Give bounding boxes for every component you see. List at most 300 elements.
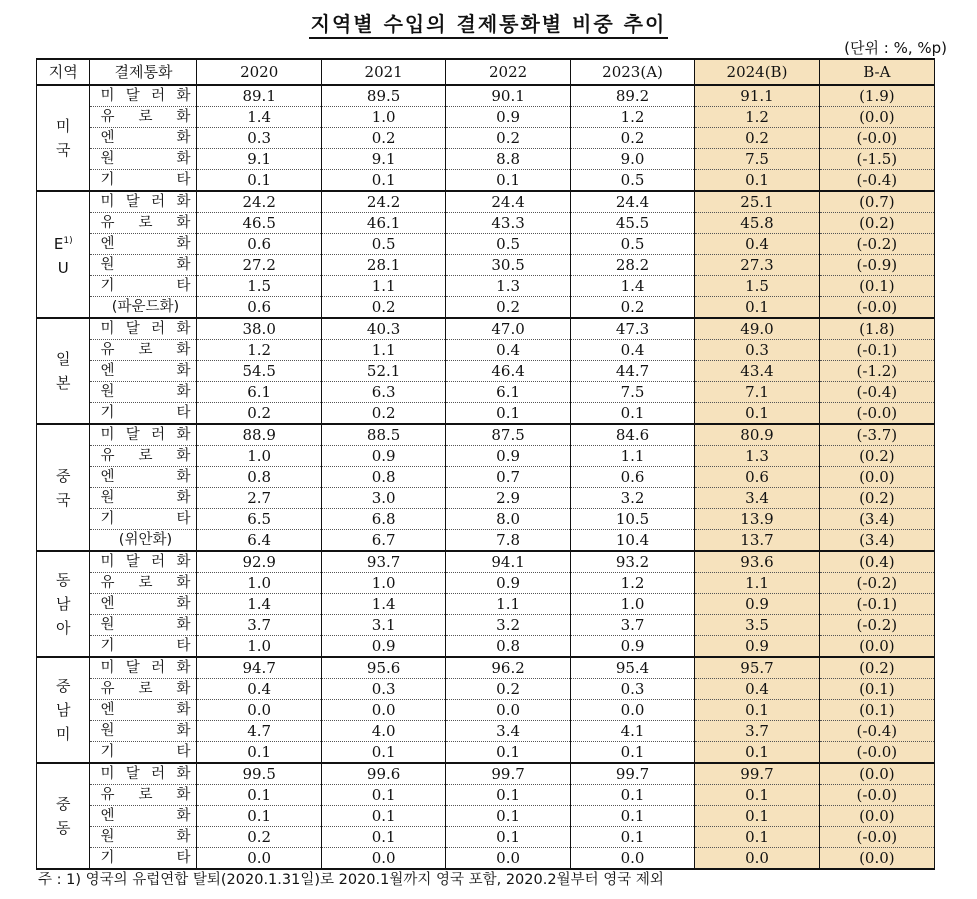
- value-cell: 0.1: [197, 170, 321, 192]
- value-cell: 0.1: [695, 170, 819, 192]
- value-cell: 0.4: [197, 679, 321, 700]
- diff-cell: (-0.2): [819, 234, 934, 255]
- value-cell: 30.5: [446, 255, 570, 276]
- value-cell: 0.2: [695, 128, 819, 149]
- value-cell: 91.1: [695, 85, 819, 107]
- value-cell: 6.4: [197, 530, 321, 552]
- diff-cell: (-0.0): [819, 827, 934, 848]
- region-cell: [37, 424, 90, 551]
- value-cell: 1.0: [197, 573, 321, 594]
- region-name-line: [37, 674, 89, 698]
- region-name-line: [37, 114, 89, 138]
- value-cell: 1.2: [695, 107, 819, 128]
- value-cell: 0.4: [695, 234, 819, 255]
- value-cell: 0.1: [695, 700, 819, 721]
- table-header-row: [37, 59, 935, 85]
- region-name-line: [37, 568, 89, 592]
- value-cell: 0.3: [695, 340, 819, 361]
- region-name-line: [37, 138, 89, 162]
- table-row: [37, 636, 935, 658]
- value-cell: 0.2: [321, 128, 445, 149]
- value-cell: 0.1: [695, 297, 819, 319]
- diff-cell: (0.1): [819, 700, 934, 721]
- value-cell: 13.9: [695, 509, 819, 530]
- value-cell: 95.4: [570, 657, 694, 679]
- region-name-text: 중: [55, 466, 71, 485]
- value-cell: 3.0: [321, 488, 445, 509]
- value-cell: 6.5: [197, 509, 321, 530]
- table-row: [37, 107, 935, 128]
- diff-cell: (3.4): [819, 509, 934, 530]
- currency-cell: 원 화: [90, 488, 197, 509]
- region-cell: [37, 657, 90, 763]
- currency-cell: 엔 화: [90, 361, 197, 382]
- value-cell: 9.1: [197, 149, 321, 170]
- value-cell: 0.1: [695, 785, 819, 806]
- diff-cell: (-0.0): [819, 128, 934, 149]
- value-cell: 0.1: [446, 827, 570, 848]
- value-cell: 3.7: [570, 615, 694, 636]
- value-cell: 0.1: [695, 403, 819, 425]
- value-cell: 0.6: [197, 297, 321, 319]
- diff-cell: (-0.4): [819, 170, 934, 192]
- table-row: [37, 551, 935, 573]
- region-name-text: 동: [55, 571, 71, 589]
- table-row: [37, 255, 935, 276]
- value-cell: 3.2: [446, 615, 570, 636]
- currency-cell: 원 화: [90, 721, 197, 742]
- value-cell: 99.6: [321, 763, 445, 785]
- value-cell: 0.5: [570, 170, 694, 192]
- value-cell: 0.1: [321, 170, 445, 192]
- region-name-text: 미: [55, 117, 71, 135]
- diff-cell: (-0.0): [819, 403, 934, 425]
- value-cell: 0.6: [695, 467, 819, 488]
- region-name-text: 국: [55, 490, 71, 509]
- table-row: [37, 594, 935, 615]
- value-cell: 0.6: [570, 467, 694, 488]
- table-row: [37, 679, 935, 700]
- value-cell: 99.7: [695, 763, 819, 785]
- value-cell: 0.2: [321, 297, 445, 319]
- region-name-line: [37, 722, 89, 746]
- value-cell: 7.1: [695, 382, 819, 403]
- value-cell: 93.7: [321, 551, 445, 573]
- currency-cell: 기 타: [90, 170, 197, 192]
- diff-cell: (-0.4): [819, 721, 934, 742]
- diff-cell: (0.1): [819, 276, 934, 297]
- value-cell: 6.8: [321, 509, 445, 530]
- currency-cell: 기 타: [90, 742, 197, 764]
- value-cell: 43.3: [446, 213, 570, 234]
- value-cell: 1.5: [197, 276, 321, 297]
- value-cell: 0.5: [321, 234, 445, 255]
- region-name-text: 미: [55, 725, 71, 743]
- diff-cell: (-0.4): [819, 382, 934, 403]
- value-cell: 87.5: [446, 424, 570, 446]
- region-cell: [37, 551, 90, 657]
- table-row: [37, 297, 935, 319]
- table-row: [37, 827, 935, 848]
- unit-label: (단위 : %, %p): [844, 39, 947, 57]
- value-cell: 0.1: [446, 742, 570, 764]
- value-cell: 0.0: [570, 848, 694, 870]
- value-cell: 0.1: [570, 806, 694, 827]
- value-cell: 46.1: [321, 213, 445, 234]
- value-cell: 0.2: [321, 403, 445, 425]
- value-cell: 1.0: [321, 573, 445, 594]
- value-cell: 94.7: [197, 657, 321, 679]
- value-cell: 0.1: [321, 742, 445, 764]
- value-cell: 0.4: [695, 679, 819, 700]
- value-cell: 46.4: [446, 361, 570, 382]
- table-row: [37, 848, 935, 870]
- table-row: [37, 403, 935, 425]
- region-cell: [37, 191, 90, 318]
- currency-cell: 엔 화: [90, 467, 197, 488]
- diff-cell: (0.2): [819, 488, 934, 509]
- value-cell: 0.0: [321, 700, 445, 721]
- value-cell: 0.2: [446, 128, 570, 149]
- table-row: [37, 488, 935, 509]
- value-cell: 0.1: [446, 170, 570, 192]
- value-cell: 0.2: [446, 297, 570, 319]
- header-year-2024: 2024(B): [695, 59, 819, 85]
- value-cell: 0.1: [321, 827, 445, 848]
- value-cell: 92.9: [197, 551, 321, 573]
- diff-cell: (-0.9): [819, 255, 934, 276]
- diff-cell: (0.4): [819, 551, 934, 573]
- value-cell: 40.3: [321, 318, 445, 340]
- value-cell: 6.1: [197, 382, 321, 403]
- value-cell: 3.5: [695, 615, 819, 636]
- value-cell: 3.1: [321, 615, 445, 636]
- table-row: [37, 509, 935, 530]
- value-cell: 0.2: [197, 403, 321, 425]
- value-cell: 4.1: [570, 721, 694, 742]
- region-name-line: [37, 698, 89, 722]
- value-cell: 0.9: [321, 446, 445, 467]
- value-cell: 43.4: [695, 361, 819, 382]
- value-cell: 0.1: [695, 742, 819, 764]
- diff-cell: (1.9): [819, 85, 934, 107]
- value-cell: 24.4: [570, 191, 694, 213]
- value-cell: 0.0: [446, 848, 570, 870]
- document-title: [0, 8, 977, 37]
- value-cell: 99.7: [570, 763, 694, 785]
- diff-cell: (0.2): [819, 446, 934, 467]
- value-cell: 0.1: [570, 742, 694, 764]
- diff-cell: (-0.0): [819, 297, 934, 319]
- currency-cell: 원 화: [90, 382, 197, 403]
- value-cell: 2.9: [446, 488, 570, 509]
- value-cell: 52.1: [321, 361, 445, 382]
- value-cell: 0.1: [695, 827, 819, 848]
- region-name-text: 중: [55, 795, 71, 813]
- table-row: [37, 149, 935, 170]
- value-cell: 1.4: [570, 276, 694, 297]
- value-cell: 38.0: [197, 318, 321, 340]
- currency-cell: 미 달 러 화: [90, 85, 197, 107]
- value-cell: 0.1: [695, 806, 819, 827]
- currency-cell: 엔 화: [90, 700, 197, 721]
- currency-cell: 미 달 러 화: [90, 763, 197, 785]
- value-cell: 99.5: [197, 763, 321, 785]
- value-cell: 0.0: [197, 848, 321, 870]
- table-row: [37, 806, 935, 827]
- value-cell: 0.6: [197, 234, 321, 255]
- document-title-text: 지역별 수입의 결제통화별 비중 추이: [309, 12, 669, 39]
- table-row: [37, 785, 935, 806]
- table-row: [37, 467, 935, 488]
- diff-cell: (-0.1): [819, 340, 934, 361]
- value-cell: 0.1: [321, 806, 445, 827]
- footnote-mark: 1): [63, 236, 73, 246]
- region-name-line: [37, 816, 89, 840]
- value-cell: 8.8: [446, 149, 570, 170]
- region-name-text: 남: [55, 595, 71, 613]
- value-cell: 1.3: [446, 276, 570, 297]
- value-cell: 3.2: [570, 488, 694, 509]
- value-cell: 89.5: [321, 85, 445, 107]
- value-cell: 9.0: [570, 149, 694, 170]
- diff-cell: (-0.0): [819, 785, 934, 806]
- region-name-text: 일: [55, 350, 71, 368]
- value-cell: 6.7: [321, 530, 445, 552]
- table-row: [37, 340, 935, 361]
- value-cell: 1.1: [321, 276, 445, 297]
- diff-cell: (-1.2): [819, 361, 934, 382]
- diff-cell: (0.2): [819, 657, 934, 679]
- value-cell: 99.7: [446, 763, 570, 785]
- diff-cell: (0.2): [819, 213, 934, 234]
- value-cell: 0.2: [570, 128, 694, 149]
- currency-cell: 엔 화: [90, 128, 197, 149]
- table-row: [37, 700, 935, 721]
- currency-cell: 미 달 러 화: [90, 191, 197, 213]
- table-row: [37, 742, 935, 764]
- value-cell: 27.3: [695, 255, 819, 276]
- value-cell: 10.4: [570, 530, 694, 552]
- value-cell: 1.1: [446, 594, 570, 615]
- value-cell: 1.4: [197, 107, 321, 128]
- value-cell: 0.0: [446, 700, 570, 721]
- value-cell: 0.9: [446, 107, 570, 128]
- value-cell: 84.6: [570, 424, 694, 446]
- region-name-text: 아: [55, 619, 71, 637]
- table-row: [37, 361, 935, 382]
- currency-cell: 엔 화: [90, 806, 197, 827]
- region-cell: [37, 763, 90, 869]
- table-row: [37, 657, 935, 679]
- diff-cell: (0.1): [819, 679, 934, 700]
- currency-cell: (파운드화): [90, 297, 197, 319]
- value-cell: 1.4: [321, 594, 445, 615]
- value-cell: 4.0: [321, 721, 445, 742]
- value-cell: 1.0: [321, 107, 445, 128]
- table-row: [37, 446, 935, 467]
- value-cell: 0.8: [321, 467, 445, 488]
- diff-cell: (-0.2): [819, 615, 934, 636]
- diff-cell: (-3.7): [819, 424, 934, 446]
- currency-share-table: [36, 58, 935, 870]
- diff-cell: (0.0): [819, 636, 934, 658]
- region-name-line: [37, 488, 89, 512]
- currency-cell: 유 로 화: [90, 679, 197, 700]
- header-year-2020: 2020: [197, 59, 321, 85]
- region-name-text: 동: [55, 819, 71, 837]
- region-name-text: 남: [55, 701, 71, 719]
- region-name-line: [37, 229, 89, 256]
- table-row: [37, 128, 935, 149]
- value-cell: 13.7: [695, 530, 819, 552]
- value-cell: 0.3: [197, 128, 321, 149]
- currency-cell: 엔 화: [90, 594, 197, 615]
- value-cell: 0.4: [446, 340, 570, 361]
- table-row: [37, 382, 935, 403]
- value-cell: 0.9: [570, 636, 694, 658]
- currency-cell: 유 로 화: [90, 785, 197, 806]
- value-cell: 0.1: [321, 785, 445, 806]
- table-row: [37, 721, 935, 742]
- value-cell: 1.2: [197, 340, 321, 361]
- value-cell: 1.0: [197, 446, 321, 467]
- currency-cell: 유 로 화: [90, 213, 197, 234]
- header-year-2023: 2023(A): [570, 59, 694, 85]
- value-cell: 1.1: [570, 446, 694, 467]
- currency-cell: 기 타: [90, 848, 197, 870]
- value-cell: 2.7: [197, 488, 321, 509]
- table-row: [37, 318, 935, 340]
- diff-cell: (0.7): [819, 191, 934, 213]
- currency-cell: 미 달 러 화: [90, 551, 197, 573]
- header-year-2022: 2022: [446, 59, 570, 85]
- value-cell: 1.1: [321, 340, 445, 361]
- value-cell: 0.7: [446, 467, 570, 488]
- currency-cell: 미 달 러 화: [90, 318, 197, 340]
- value-cell: 94.1: [446, 551, 570, 573]
- value-cell: 0.1: [197, 742, 321, 764]
- value-cell: 3.7: [197, 615, 321, 636]
- value-cell: 0.9: [695, 594, 819, 615]
- diff-cell: (0.0): [819, 763, 934, 785]
- value-cell: 46.5: [197, 213, 321, 234]
- value-cell: 0.1: [197, 785, 321, 806]
- region-name-line: [37, 792, 89, 816]
- region-name-line: [37, 616, 89, 640]
- value-cell: 24.2: [321, 191, 445, 213]
- value-cell: 95.6: [321, 657, 445, 679]
- table-row: [37, 276, 935, 297]
- value-cell: 8.0: [446, 509, 570, 530]
- value-cell: 49.0: [695, 318, 819, 340]
- value-cell: 54.5: [197, 361, 321, 382]
- region-cell: [37, 318, 90, 424]
- value-cell: 0.8: [197, 467, 321, 488]
- value-cell: 25.1: [695, 191, 819, 213]
- currency-cell: 기 타: [90, 509, 197, 530]
- value-cell: 44.7: [570, 361, 694, 382]
- region-name-text: 중: [55, 677, 71, 695]
- table-row: [37, 573, 935, 594]
- value-cell: 88.5: [321, 424, 445, 446]
- header-diff: B-A: [819, 59, 934, 85]
- currency-cell: 원 화: [90, 255, 197, 276]
- diff-cell: (3.4): [819, 530, 934, 552]
- region-cell: [37, 85, 90, 191]
- diff-cell: (-0.2): [819, 573, 934, 594]
- region-name-line: [37, 371, 89, 395]
- value-cell: 0.2: [446, 679, 570, 700]
- value-cell: 10.5: [570, 509, 694, 530]
- value-cell: 45.5: [570, 213, 694, 234]
- value-cell: 7.8: [446, 530, 570, 552]
- value-cell: 3.7: [695, 721, 819, 742]
- value-cell: 24.4: [446, 191, 570, 213]
- header-region: 지역: [37, 59, 90, 85]
- header-currency: 결제통화: [90, 59, 197, 85]
- value-cell: 6.1: [446, 382, 570, 403]
- table-row: [37, 763, 935, 785]
- value-cell: 0.1: [197, 806, 321, 827]
- value-cell: 80.9: [695, 424, 819, 446]
- value-cell: 93.2: [570, 551, 694, 573]
- currency-cell: 미 달 러 화: [90, 424, 197, 446]
- value-cell: 89.2: [570, 85, 694, 107]
- value-cell: 0.1: [446, 785, 570, 806]
- diff-cell: (-1.5): [819, 149, 934, 170]
- diff-cell: (-0.0): [819, 742, 934, 764]
- currency-cell: 기 타: [90, 276, 197, 297]
- table-row: [37, 85, 935, 107]
- value-cell: 0.9: [446, 446, 570, 467]
- value-cell: 47.0: [446, 318, 570, 340]
- value-cell: 28.2: [570, 255, 694, 276]
- value-cell: 24.2: [197, 191, 321, 213]
- value-cell: 0.0: [570, 700, 694, 721]
- currency-cell: 유 로 화: [90, 573, 197, 594]
- value-cell: 3.4: [695, 488, 819, 509]
- value-cell: 1.2: [570, 107, 694, 128]
- value-cell: 7.5: [695, 149, 819, 170]
- value-cell: 1.3: [695, 446, 819, 467]
- table-row: [37, 530, 935, 552]
- region-name-line: [37, 347, 89, 371]
- value-cell: 6.3: [321, 382, 445, 403]
- table-row: [37, 615, 935, 636]
- value-cell: 0.2: [197, 827, 321, 848]
- currency-cell: 유 로 화: [90, 107, 197, 128]
- value-cell: 1.0: [570, 594, 694, 615]
- currency-cell: 기 타: [90, 403, 197, 425]
- value-cell: 0.9: [695, 636, 819, 658]
- value-cell: 0.2: [570, 297, 694, 319]
- value-cell: 89.1: [197, 85, 321, 107]
- table-body: [37, 85, 935, 869]
- value-cell: 47.3: [570, 318, 694, 340]
- diff-cell: (0.0): [819, 107, 934, 128]
- region-name-text: U: [57, 259, 69, 277]
- value-cell: 1.0: [197, 636, 321, 658]
- value-cell: 27.2: [197, 255, 321, 276]
- value-cell: 28.1: [321, 255, 445, 276]
- diff-cell: (-0.1): [819, 594, 934, 615]
- table-row: [37, 191, 935, 213]
- value-cell: 1.5: [695, 276, 819, 297]
- table-row: [37, 234, 935, 255]
- value-cell: 88.9: [197, 424, 321, 446]
- value-cell: 0.0: [695, 848, 819, 870]
